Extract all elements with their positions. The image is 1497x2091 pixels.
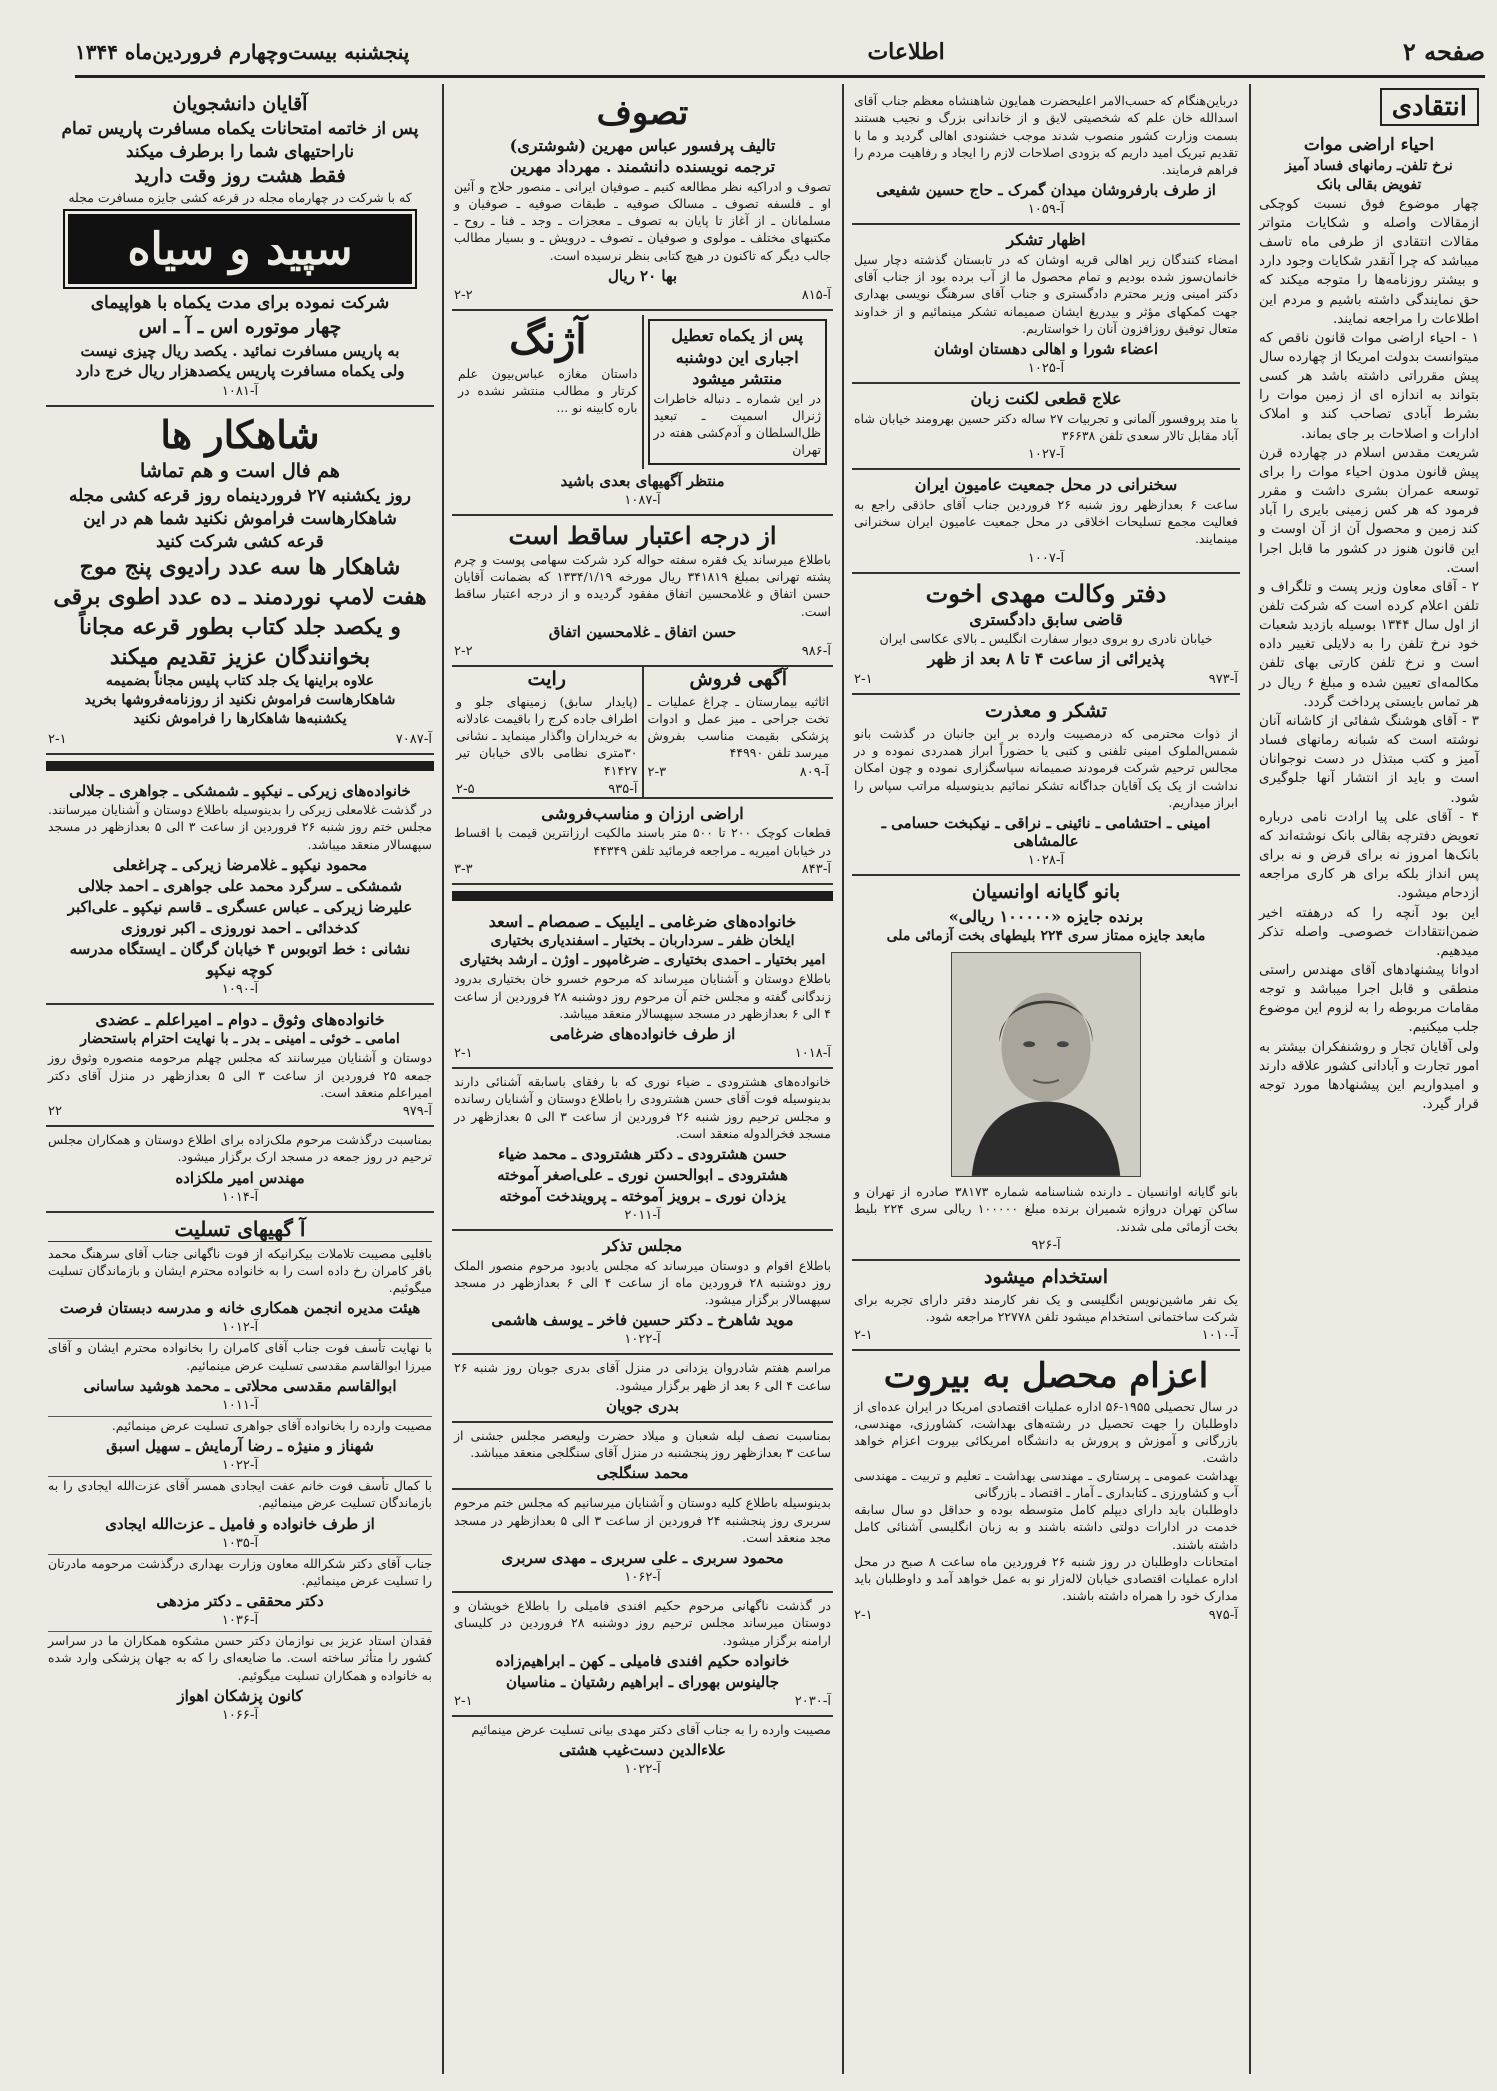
ad-code: آ-۱۰۶۶ xyxy=(221,1707,259,1723)
winner-caption: بانو گایانه اوانسیان ـ دارنده شناسنامه شماره ۳۸۱۷۳ صادره از تهران و ساکن تهران دروازه شمیران برنده مبلغ ۱۰۰۰۰۰ ریالی سری ۲۲۴ بلیط بخت آزمائی ملی شدند. xyxy=(854,1184,1238,1234)
notice-exam: امتحانات داوطلبان در روز شنبه ۲۶ فروردین ماه ساعت ۸ صبح در محل اداره عملیات اقتصادی خیابان لاله‌زار نو به عمل خواهد آمد و داوطلبان باید مدارک خود را همراه داشته باشند. xyxy=(854,1553,1238,1604)
ad-code: ۲-۱ xyxy=(854,1607,873,1623)
ad-code: آ-۱۰۹۰ xyxy=(221,981,259,997)
article-subtitle: نرخ تلفن‌ـ رمانهای فساد آمیز xyxy=(1285,157,1453,174)
winner-series: مابعد جایزه ممتاز سری ۲۲۴ بلیطهای بخت آزمائی ملی xyxy=(886,928,1206,945)
ad-code: آ-۹۷۹ xyxy=(402,1104,432,1120)
ad-title: استخدام میشود xyxy=(984,1265,1108,1288)
ad-code-row xyxy=(456,782,638,797)
notice-text: دوستان و آشنایان میرسانند که مجلس چهلم مرحومه منصوره وثوق روز جمعه ۲۵ فروردین از ساعت ۳ الی ۵ بعدازظهر در منزل آقای دکتر امیراعلم منعقد است. xyxy=(48,1050,432,1100)
azhang-headline: پس از یکماه تعطیل اجباری این دوشنبه منتشر میشود xyxy=(671,325,804,389)
azhang-title: آژنگ xyxy=(509,315,587,363)
notice-text: با نهایت تأسف فوت جناب آقای کامران را بخانواده محترم ایشان و آقای میرزا ابوالقاسم مقدسی تسلیت عرض مینمائیم. xyxy=(48,1340,432,1373)
notice-signature: دکتر محققی ـ دکتر مزدهی xyxy=(156,1592,324,1611)
jooyban-notice xyxy=(452,1355,833,1423)
notice-text: با کمال تأسف فوت خانم عفت ایجادی همسر آقای عزت‌الله ایجادی را به بازماندگان تسلیت عرض مینمائیم. xyxy=(48,1478,432,1511)
notice-names: یزدان نوری ـ برویز آموخته ـ پرویندخت آموخته xyxy=(499,1187,786,1206)
land-ad xyxy=(452,799,833,885)
article-paragraph: شریعت مقدس اسلام در چهارده قرن پیش قانون مدون احیاء موات را برای توسعه عمران بشری داشت و مقرر فرمود که هر کس زمینی بایری را آباد کند زمین و محصول آن از آن اوست و این قانون هنوز در کشور ما قابل اجرا است. xyxy=(1259,444,1479,576)
divider-bar xyxy=(452,891,833,901)
notice-signature: کانون پزشکان اهواز xyxy=(177,1686,303,1705)
hashemi-notice xyxy=(452,1717,833,1783)
ad-line: به پاریس مسافرت نمائید . یکصد ریال چیزی نیست xyxy=(80,341,400,360)
bakhtiari-families-notice xyxy=(452,907,833,1069)
ad-code-row xyxy=(48,1104,432,1119)
ad-title: رایت xyxy=(527,667,566,690)
ad-code: آ-۱۰۱۱ xyxy=(221,1397,259,1413)
article-subtitle: تفویض بقالی بانک xyxy=(1316,176,1422,193)
condolence-section xyxy=(46,1213,434,1729)
ad-code: آ-۱۰۱۲ xyxy=(221,1320,259,1336)
ad-code: ۲-۳ xyxy=(647,764,667,780)
ad-code: ۲-۱ xyxy=(854,1328,873,1344)
notice-text: جناب آقای دکتر شکرالله معاون وزارت بهداری درگذشت مرحومه مادرتان را تسلیت عرض مینمائیم. xyxy=(48,1555,432,1588)
column-notices xyxy=(846,84,1246,2074)
notice-signature: علاءالدین دست‌غیب هشتی xyxy=(559,1741,726,1760)
book-translator: ترجمه نویسنده دانشمند . مهرداد مهرین xyxy=(509,157,776,177)
column-rule xyxy=(442,84,444,2074)
ad-code: آ-۹۳۵ xyxy=(608,781,638,797)
speech-notice xyxy=(852,470,1240,573)
ad-code-row xyxy=(854,672,1238,687)
notice-signature: امینی ـ احتشامی ـ نائینی ـ نراقی ـ نیکبخت حسامی ـ عالمشاهی xyxy=(881,814,1211,851)
ad-line: شرکت نموده برای مدت یکماه با هواپیمای xyxy=(90,293,390,314)
ad-line: علاوه براینها یک جلد کتاب پلیس مجاناً بضمیمه xyxy=(105,673,375,690)
azhang-ad xyxy=(452,311,833,516)
ad-headline: ناراحتیهای شما را برطرف میکند xyxy=(125,141,355,162)
ad-subtitle: هم فال است و هم تماشا xyxy=(140,459,340,482)
notice-title: مجلس تذکر xyxy=(602,1236,683,1256)
ad-code-row xyxy=(854,1328,1238,1343)
notice-text: فقدان استاد عزیز بی نوازمان دکتر حسن مشکوه همکاران ما در سراسر کشور را متأثر ساخته است. ما ضایعه‌ای را که به جهان پزشکی وارد شده به خانواده و همکاران تسلیت میگوئیم. xyxy=(48,1633,432,1683)
notice-text: باطلاع دوستان و آشنایان میرساند که مرحوم خسرو خان بختیاری بدرود زندگانی گفته و مجلس ختم آن مرحوم روز دوشنبه ۲۸ فروردین از ساعت ۴ الی ۶ بعدازظهر در مسجد سپهسالار منعقد میباشد. xyxy=(454,971,831,1021)
notice-text: درباین‌هنگام که حسب‌الامر اعلیحضرت همایون شاهنشاه معظم جناب آقای اسدالله خان علم که شخصیتی لایق و از خاندانی بزرگ و نجیب هستند بسمت وزارت کشور منصوب شدند موجب خشنودی اهالی گردید و ما با تقدیم تبریک امید داریم که بزودی اصلاحات لازم را ایجاد و رفاهیت مردم را فراهم فرمایند. xyxy=(854,93,1238,177)
notice-title: از درجه اعتبار ساقط است xyxy=(508,520,777,550)
book-description: تصوف و ادراکیه نظر مطالعه کنیم ـ صوفیان ایرانی ـ منصور حلاج و آئین او ـ فلسفه تصوف ـ مسالک صوفیه ـ طبقات صوفیه ـ صوفیان و مسلمانان ـ از آغاز تا پایان به تصوف ـ معجزات ـ وجد ـ فنا ـ روح ـ مکتبهای مختلف ـ مولوی و صوفیان ـ تصوف ـ درویش ـ و بسیار مطالب جالب دیگر که تاکنون در هیچ کتابی بنظر نرسیده است. xyxy=(454,178,831,263)
article-paragraph: چهار موضوع فوق نسبت کوچکی ازمقالات واصله و شکایات متواتر مقالات انتقادی از طرفی ماه تاسف میباشد که چرا آنقدر شکایات وجود دارد و بیشتر روزنامه‌ها را متوجه میکند که حق نمایندگی داشته باشیم و مردم این اطلاعات را مراجعه نمایند. xyxy=(1259,195,1479,327)
ad-code: ۲-۱ xyxy=(454,1693,473,1709)
ad-code: آ-۱۰۲۵ xyxy=(1027,361,1065,377)
ad-code: آ-۸۱۵ xyxy=(801,287,831,303)
condolence-item xyxy=(48,1631,432,1723)
portrait-image xyxy=(952,953,1140,1176)
notice-text: بدینوسیله باطلاع کلیه دوستان و آشنایان میرسانیم که مجلس ختم مرحوم سربری روز پنجشنبه ۲۴ فروردین از ساعت ۳ الی ۵ بعدازظهر در مسجد مجد منعقد است. xyxy=(454,1495,831,1545)
section-tag: انتقادی xyxy=(1380,88,1479,126)
book-title: تصوف xyxy=(596,93,689,133)
ad-line: یکشنبه‌ها شاهکارها را فراموش نکنید xyxy=(133,710,347,727)
ad-text: (پایدار سابق) زمینهای جلو و اطراف جاده کرج را باقیمت عادلانه به خریداران واگذار مینماید ـ نشانی ۳۰متری نظامی بالای خیابان تیر ۴۱۴۲۷ xyxy=(456,693,638,778)
sarbari-notice xyxy=(452,1490,833,1593)
apology-block xyxy=(852,695,1240,876)
hakim-notice xyxy=(452,1593,833,1717)
winner-photo xyxy=(951,952,1141,1177)
ad-code-row xyxy=(454,862,831,877)
ad-line: چهار موتوره اس ـ آ ـ اس xyxy=(138,316,342,339)
notice-text: باطلاع اقوام و دوستان میرساند که مجلس یادبود مرحوم منصور الملک روز دوشنبه ۲۸ فروردین ماه از ساعت ۴ الی ۶ بعدازظهر در مسجد سپهسالار برگزار میشود. xyxy=(454,1257,831,1308)
column-ads xyxy=(446,84,839,2074)
condolence-item xyxy=(48,1554,432,1629)
notice-names: علیرضا زیرکی ـ عباس عسگری ـ قاسم نیکپو ـ علی‌اکبر xyxy=(67,897,413,916)
ad-line: و یکصد جلد کتاب بطور قرعه مجاناً xyxy=(79,613,401,640)
column-magazine-ads xyxy=(40,84,440,2074)
ad-code: آ-۹۲۶ xyxy=(1031,1237,1061,1253)
ad-line: قرعه کشی شرکت کنید xyxy=(156,531,324,552)
article-paragraph: ولی آقایان تجار و روشنفکران بیشتر به امور تجارت و آبادانی کشور علاقه دارند و امیدواریم این پیشنهادها مورد توجه قرار گیرد. xyxy=(1259,1038,1479,1113)
families-title: خانواده‌های ضرغامی ـ ایلبیک ـ صمصام ـ اسعد xyxy=(488,911,797,931)
memorial-notice xyxy=(452,1231,833,1355)
notice-text: مصیبت وارده را بخانواده آقای جواهری تسلیت عرض مینمائیم. xyxy=(111,1417,432,1433)
sepid-siah-logo: سپید و سیاه xyxy=(68,214,412,284)
beirut-notice xyxy=(852,1351,1240,1629)
ad-code: آ-۱۰۲۲ xyxy=(624,1762,661,1778)
ad-code: ۲-۱ xyxy=(454,1046,473,1062)
notice-text: در سال تحصیلی ۱۹۵۵-۵۶ اداره عملیات اقتصادی امریکا در ایران عده‌ای از داوطلبان را جهت تحصیل در رشته‌های بهداشت، کشاورزی، مهندسی، بازرگانی و آموزش و پرورش به دانشگاه امریکائی بیروت اعزام خواهد داشت. xyxy=(854,1398,1238,1466)
masthead xyxy=(75,28,1485,78)
ad-code: آ-۱۰۱۸ xyxy=(794,1046,831,1062)
condolence-item xyxy=(48,1338,432,1413)
notice-address: کوچه نیکپو xyxy=(206,960,274,979)
ad-code: آ-۸۰۹ xyxy=(799,764,829,780)
ad-hours: پذیرائی از ساعت ۴ تا ۸ بعد از ظهر xyxy=(927,648,1165,668)
notice-title: تشکر و معذرت xyxy=(985,700,1107,723)
notice-text: از ذوات محترمی که درمصیبت وارده بر این جانبان در گذشت بانو شمس‌الملوک امینی تلفنی و کتبی یا حضوراً ابراز همدردی نموده و در مجالس ترحیم شرکت فرمودند صمیمانه سپاسگزاری نموده و چون امکان نداشت از یک یک آقایان جداگانه تشکر نمائیم بدینوسیله مراتب سپاس را ابراز میداریم. xyxy=(854,725,1238,810)
law-office-ad xyxy=(852,574,1240,696)
notice-signature: مهندس امیر ملکزاده xyxy=(175,1168,305,1187)
ad-line: هفت لامپ نوردمند ـ ده عدد اطوی برقی xyxy=(53,584,427,611)
azhang-text: در این شماره ـ دنباله خاطرات ژنرال اسمیت ـ تبعید ظل‌السلطان و آدم‌کشی هفته در تهران xyxy=(653,390,821,458)
notice-signature: شهناز و منیژه ـ رضا آرمایش ـ سهیل اسبق xyxy=(106,1437,374,1456)
ad-title: دفتر وکالت مهدی اخوت xyxy=(925,578,1167,608)
ad-text: با متد پروفسور آلمانی و تجربیات ۲۷ ساله دکتر حسین بهرومند خیابان شاه آباد مقابل تالار سعدی تلفن ۳۶۶۳۸ xyxy=(854,410,1239,443)
thanks-block xyxy=(852,225,1240,384)
page-number: صفحه ۲ xyxy=(1402,37,1485,66)
stutter-ad xyxy=(852,384,1240,470)
azhang-story: داستان مغازه عباس‌بیون علم کرتار و مطالب منتشر نشده در باره کابینه نو ... xyxy=(458,365,638,416)
sangelaji-notice xyxy=(452,1423,833,1491)
ad-code: ۲-۱ xyxy=(48,731,67,747)
ad-line: ولی یکماه مسافرت پاریس یکصدهزار ریال خرج دارد xyxy=(75,362,405,381)
ad-line: روز یکشنبه ۲۷ فروردینماه روز قرعه کشی مجله xyxy=(69,485,411,506)
column-critique xyxy=(1253,84,1485,2074)
article-paragraph: ۱ - احیاء اراضی موات قانون ناقص که میتوانست بدولت امریکا از چهارده سال پیش مقرراتی داشته باشد هر کسی بتواند به اندازه ای از زمین موات را بشرط آبادی تصاحب کند و املاک ادارات و اصلاحات بر جای بماند. xyxy=(1259,329,1479,442)
ad-note: که با شرکت در چهارماه مجله در قرعه کشی جایزه مسافرت مجله xyxy=(68,190,412,206)
notice-names: هشترودی ـ ابوالحسن نوری ـ علی‌اصغر آموخته xyxy=(497,1166,788,1185)
ad-text: قطعات کوچک ۲۰۰ تا ۵۰۰ متر باسند مالکیت ارزانترین قیمت با اقساط در خیابان امیریه ـ مراجعه فرمائید تلفن ۴۴۳۴۹ xyxy=(454,825,832,858)
shahkarha-ad xyxy=(46,407,434,754)
ad-code-row xyxy=(854,1608,1238,1623)
ad-code: آ-۱۰۳۶ xyxy=(221,1613,259,1629)
article-title: احیاء اراضی موات xyxy=(1303,135,1435,155)
notice-signature: از طرف خانواده و فامیل ـ عزت‌الله ایجادی xyxy=(105,1514,375,1533)
ad-title: علاج قطعی لکنت زبان xyxy=(970,389,1122,409)
families-title: خانواده‌های زیرکی ـ نیکپو ـ شمشکی ـ جواهری ـ جلالی xyxy=(69,781,411,800)
winner-prize: برنده جایزه «۱۰۰۰۰۰ ریالی» xyxy=(948,906,1144,926)
ad-code: آ-۱۰۲۷ xyxy=(1027,447,1065,463)
ad-headline: پس از خاتمه امتحانات یکماه مسافرت پاریس تمام xyxy=(61,118,419,139)
notice-signature: ابوالقاسم مقدسی محلاتی ـ محمد هوشید ساسانی xyxy=(83,1376,397,1395)
ad-code: آ-۱۰۳۵ xyxy=(221,1535,259,1551)
ad-text: یک نفر ماشین‌نویس انگلیسی و یک نفر کارمند دفتر دارای تجربه برای شرکت ساختمانی استخدام میشود تلفن ۲۲۷۷۸ مراجعه شود. xyxy=(854,1291,1238,1324)
ad-code: ۲-۱ xyxy=(854,672,873,688)
families-title: خانواده‌های وثوق ـ دوام ـ امیراعلم ـ عضدی xyxy=(95,1009,385,1029)
section-title: آ گهیهای تسلیت xyxy=(48,1217,432,1242)
notice-signature: محمد سنگلجی xyxy=(596,1464,689,1483)
column-rule xyxy=(1249,84,1251,2074)
article-paragraph: ۳ - آقای هوشنگ شفائی از کاشانه آنان نوشته است که شبانه رمانهای فساد آمیز و کتب مبتذل در دست نوجوانان است و باید از انتشار آنها جلوگیری شود. xyxy=(1259,712,1479,806)
ad-line: شاهکار ها سه عدد رادیوی پنج موج xyxy=(79,554,401,581)
ad-code: آ-۱۰۸۷ xyxy=(624,492,661,508)
sale-ad xyxy=(644,667,834,797)
ad-line: بخوانندگان عزیز تقدیم میکند xyxy=(109,643,371,670)
ad-code: ۲-۲ xyxy=(454,287,473,303)
hiring-ad xyxy=(852,1261,1240,1351)
article-paragraph: ۲ - آقای معاون وزیر پست و تلگراف و تلفن اعلام کرده است که شرکت تلفن از اول سال ۱۳۴۴ بوسیله بازدید شعبات خود نرخ تلفن را به دلایلی تغییر داده است و نرخ تلفن کارتی بهای تلفن مکالمه‌ای تعیین شده و مبلغ ۶ ریال در هر تماس بایستی پرداخت گردد. xyxy=(1259,578,1480,710)
notice-text: مصیبت وارده را به جناب آقای دکتر مهدی بیانی تسلیت عرض مینمائیم xyxy=(471,1721,831,1737)
ad-code: آ-۱۰۱۰ xyxy=(1201,1328,1238,1344)
ad-code-row xyxy=(454,1046,831,1061)
lottery-winner xyxy=(852,876,1240,1261)
ad-code: آ-۱۰۲۸ xyxy=(1027,853,1065,869)
ad-subtitle: قاضی سابق دادگستری xyxy=(969,609,1123,629)
ad-title: آگهی فروش xyxy=(689,667,787,690)
notice-signature: جالینوس بهورای ـ ابراهیم رشتیان ـ مناسیان xyxy=(505,1672,780,1691)
notice-title: اعزام محصل به بیروت xyxy=(883,1356,1209,1397)
ad-text: اثاثیه بیمارستان ـ چراغ عملیات ـ تخت جراحی ـ میز عمل و ادوات پزشکی بقیمت مناسب بفروش میرسد تلفن ۴۴۹۹۰ xyxy=(647,693,829,761)
ad-code: ۲-۵ xyxy=(456,781,475,797)
book-price: بها ۲۰ ریال xyxy=(607,266,678,285)
ad-line: شاهکارهاست فراموش نکنید از روزنامه‌فروشها بخرید xyxy=(84,692,396,709)
ad-code: آ-۲۰۱۱ xyxy=(624,1208,661,1224)
ad-title: آقایان دانشجویان xyxy=(172,93,308,115)
ad-headline: فقط هشت روز وقت دارید xyxy=(134,164,346,187)
notice-block xyxy=(852,88,1240,225)
ad-code: آ-۹۷۳ xyxy=(1208,672,1238,688)
article-paragraph: این بود آنچه را که درهفته اخیر ضمن‌انتقادات خصوصی‌ـ واصله تذکر میدهیم. xyxy=(1259,904,1479,959)
notice-text: خانواده‌های هشترودی ـ ضیاء نوری که با رفقای باسابقه آشنائی دارند بدینوسیله فوت آقای حسن هشترودی را باطلاع دوستان و آشنایان رسانده و مجلس ترحیم روز شنبه ۲۶ فروردین از ساعت ۳ الی ۵ بعدازظهر در مسجد فخرالدوله منعقد است. xyxy=(454,1074,831,1141)
notice-title: سخنرانی در محل جمعیت عامیون ایران xyxy=(914,475,1178,495)
families-line: ایلخان ظفر ـ سرداربان ـ بختیار ـ اسفندیاری بختیاری xyxy=(490,933,795,950)
condolence-item xyxy=(48,1476,432,1551)
notice-text: باطلاع میرساند یک فقره سفته حواله کرد شرکت سهامی پوست و چرم پشته تهرانی بمبلغ ۳۴۱۸۱۹ ریال مورخه ۱۳۳۴/۱/۱۹ که بضمانت آقایان حسن اتفاق و غلامحسین اتفاق مفقود گردیده و از درجه اعتبار ساقط است. xyxy=(454,551,831,619)
ad-code: ۲۲ xyxy=(48,1104,62,1120)
notice-list: بهداشت عمومی ـ پرستاری ـ مهندسی بهداشت ـ تعلیم و تربیت ـ مهندسی آب و کشاورزی ـ کتابداری ـ آمار ـ اقتصاد ـ بازرگانی xyxy=(854,1467,1238,1500)
ad-code: آ-۱۰۲۲ xyxy=(221,1458,259,1474)
notice-names: حسن هشترودی ـ دکتر هشترودی ـ محمد ضیاء xyxy=(498,1145,787,1164)
ad-code: ۳-۳ xyxy=(454,861,473,877)
notice-names: شمشکی ـ سرگرد محمد علی جواهری ـ احمد جلالی xyxy=(78,876,402,895)
ad-code: آ-۲۰۳۰ xyxy=(794,1693,831,1709)
ad-code: آ-۹۸۶ xyxy=(801,643,831,659)
paper-name: اطلاعات xyxy=(867,38,945,65)
notice-text: امضاء کنندگان زیر اهالی قریه اوشان که در تابستان گذشته دچار سیل خانمان‌سوز شده بودیم و تمام محصول ما از آب برده بود از جناب آقای دکتر امینی وزیر محترم دادگستری و جناب آقای سرهنگ نویسی بهداری جهت کمکهای مؤثر و بیدریغ ایشان صمیمانه تشکر مینمائیم و از خداوند متعال توفیق روزافزون آنان را خواستاریم. xyxy=(854,251,1238,336)
ad-code-row xyxy=(454,644,831,659)
ad-line: شاهکارهاست فراموش نکنید شما هم در این xyxy=(83,508,397,529)
notice-address: نشانی : خط اتوبوس ۴ خیابان گرگان ـ ایستگاه مدرسه xyxy=(69,939,411,958)
classified-row xyxy=(452,667,833,799)
ad-code: آ-۸۴۳ xyxy=(801,861,831,877)
notice-signature: از طرف خانواده‌های ضرغامی xyxy=(549,1025,736,1044)
ad-code: آ-۱۰۸۱ xyxy=(221,384,259,400)
notice-signature: از طرف بارفروشان میدان گمرک ـ حاج حسین شفیعی xyxy=(876,181,1216,200)
ad-code-row xyxy=(48,732,432,747)
notice-title: اظهار تشکر xyxy=(1006,230,1086,250)
zirak-families-notice xyxy=(46,777,434,1005)
sepid-siah-ad xyxy=(46,88,434,407)
notice-text: در گذشت غلامعلی زیرکی را بدینوسیله باطلاع دوستان و آشنایان میرسانند. مجلس ختم روز شنبه ۲۶ فروردین از ساعت ۳ الی ۵ بعدازظهر در مسجد سپهسالار منعقد میباشد. xyxy=(48,802,432,852)
article-paragraph: ادوانا پیشنهادهای آقای مهندس راستی منطقی و قابل اجرا میباشد و توجه مقامات مربوطه را به لزوم این موضوع جلب میکنیم. xyxy=(1259,961,1479,1036)
ad-code: آ-۹۷۵ xyxy=(1208,1607,1238,1623)
condolence-item xyxy=(48,1416,432,1473)
rayat-ad xyxy=(452,667,644,797)
ad-code: آ-۱۰۲۲ xyxy=(624,1332,661,1348)
notice-signature: بدری جویان xyxy=(605,1396,680,1415)
notice-names: کدخدائی ـ احمد نوروزی ـ اکبر نوروزی xyxy=(120,918,359,937)
notice-signature: اعضاء شورا و اهالی دهستان اوشان xyxy=(933,340,1159,359)
notice-signature: حسن اتفاق ـ غلامحسین اتفاق xyxy=(548,622,737,641)
article-paragraph: ۴ - آقای علی پیا ارادت نامی درباره تعویض دفترچه بقالی بانک نوشته‌اند که بانک‌ها امروز نه برای قرض و نه برای پس انداز بلکه برای هر کاری مراجعه ازدحام میشود. xyxy=(1259,808,1479,902)
families-line: امیر بختیار ـ احمدی بختیاری ـ ضرغامپور ـ اوژن ـ ارشد بختیاری xyxy=(459,952,826,969)
notice-text: در گذشت ناگهانی مرحوم حکیم افندی فامیلی را باطلاع خویشان و دوستان میرساند مجلس ترحیم روز دوشنبه ۲۸ فروردین در کلیسای ارامنه برگزار میشود. xyxy=(454,1598,831,1648)
notice-conditions: داوطلبان باید دارای دیپلم کامل متوسطه بوده و حداقل دو سال سابقه خدمت در ادارات دولتی داشته باشند و به زبان انگلیسی آشنائی کامل داشته باشند. xyxy=(854,1502,1238,1552)
winner-name: بانو گایانه اوانسیان xyxy=(971,881,1121,904)
notice-signature: هیئت مدیره انجمن همکاری خانه و مدرسه دبستان فرصت xyxy=(59,1299,421,1318)
ad-code: ۲-۲ xyxy=(454,643,473,659)
ad-code: آ-۷۰۸۷ xyxy=(395,731,432,747)
malekzadeh-notice xyxy=(46,1127,434,1213)
ad-code-row xyxy=(454,1694,831,1709)
ad-code-row xyxy=(648,765,830,780)
notice-names: محمود نیکپو ـ غلامرضا زیرکی ـ چراغعلی xyxy=(112,855,368,874)
notice-text: بمناسبت درگذشت مرحوم ملک‌زاده برای اطلاع دوستان و همکاران مجلس ترحیم در روز جمعه در مسجد ارک برگزار میشود. xyxy=(48,1132,432,1165)
notice-signature: خانواده حکیم افندی فامیلی ـ کهن ـ ابراهیم‌زاده xyxy=(495,1651,790,1670)
ad-title: اراضی ارزان و مناسب‌فروشی xyxy=(541,803,744,823)
issue-date: پنجشنبه بیست‌وچهارم فروردین‌ماه ۱۳۴۴ xyxy=(75,39,410,64)
ad-code: آ-۱۰۱۴ xyxy=(221,1189,259,1205)
book-author: تالیف پرفسور عباس مهرین (شوشتری) xyxy=(509,135,776,155)
column-rule xyxy=(842,84,844,2074)
ad-title: شاهکار ها xyxy=(160,412,320,458)
ad-code: آ-۱۰۵۹ xyxy=(1027,202,1065,218)
ad-address: خیابان نادری رو بروی دیوار سفارت انگلیس ـ بالای عکاسی ایران xyxy=(879,631,1213,647)
void-notice xyxy=(452,516,833,667)
vosough-families-notice xyxy=(46,1005,434,1127)
families-line: امامی ـ خوئی ـ امینی ـ بدر ـ با نهایت احترام باستحضار xyxy=(80,1031,400,1048)
notice-text: بافلیی مصیبت تلاملات بیکرانیکه از فوت ناگهانی جناب آقای سرهنگ محمد باقر کامران رخ داده است را به خانواده محترم ایشان و بازماندگان تسلیت میگوئیم. xyxy=(48,1245,432,1296)
notice-text: بمناسبت نصف لیله شعبان و میلاد حضرت ولیعصر مجلس جشنی از ساعت ۳ بعدازظهر روز پنجشنبه در منزل آقای سنگلجی منعقد میباشد. xyxy=(454,1427,831,1461)
azhang-wait: منتظر آگهیهای بعدی باشید xyxy=(560,471,725,490)
hashtroodi-notice xyxy=(452,1069,833,1231)
notice-text: مراسم هفتم شادروان یزدانی در منزل آقای بدری جوبان روز شنبه ۲۶ ساعت ۴ الی ۶ بعد از ظهر برگزار میشود. xyxy=(454,1360,831,1393)
condolence-item xyxy=(48,1245,432,1336)
notice-signature: محمود سربری ـ علی سربری ـ مهدی سربری xyxy=(501,1549,784,1568)
notice-text: ساعت ۶ بعدازظهر روز شنبه ۲۶ فروردین جناب آقای حاذقی راجع به فعالیت مجمع تسلیحات اخلاقی در محل جمعیت عامیون ایران سخنرانی مینمایند. xyxy=(854,496,1238,547)
ad-code: آ-۱۰۰۷ xyxy=(1027,550,1065,566)
notice-signature: موید شاهرخ ـ دکتر حسین فاخر ـ یوسف هاشمی xyxy=(491,1311,794,1330)
divider-bar xyxy=(46,761,434,771)
sufism-book-ad xyxy=(452,88,833,311)
ad-code-row xyxy=(454,288,831,303)
ad-code: آ-۱۰۶۲ xyxy=(624,1570,661,1586)
